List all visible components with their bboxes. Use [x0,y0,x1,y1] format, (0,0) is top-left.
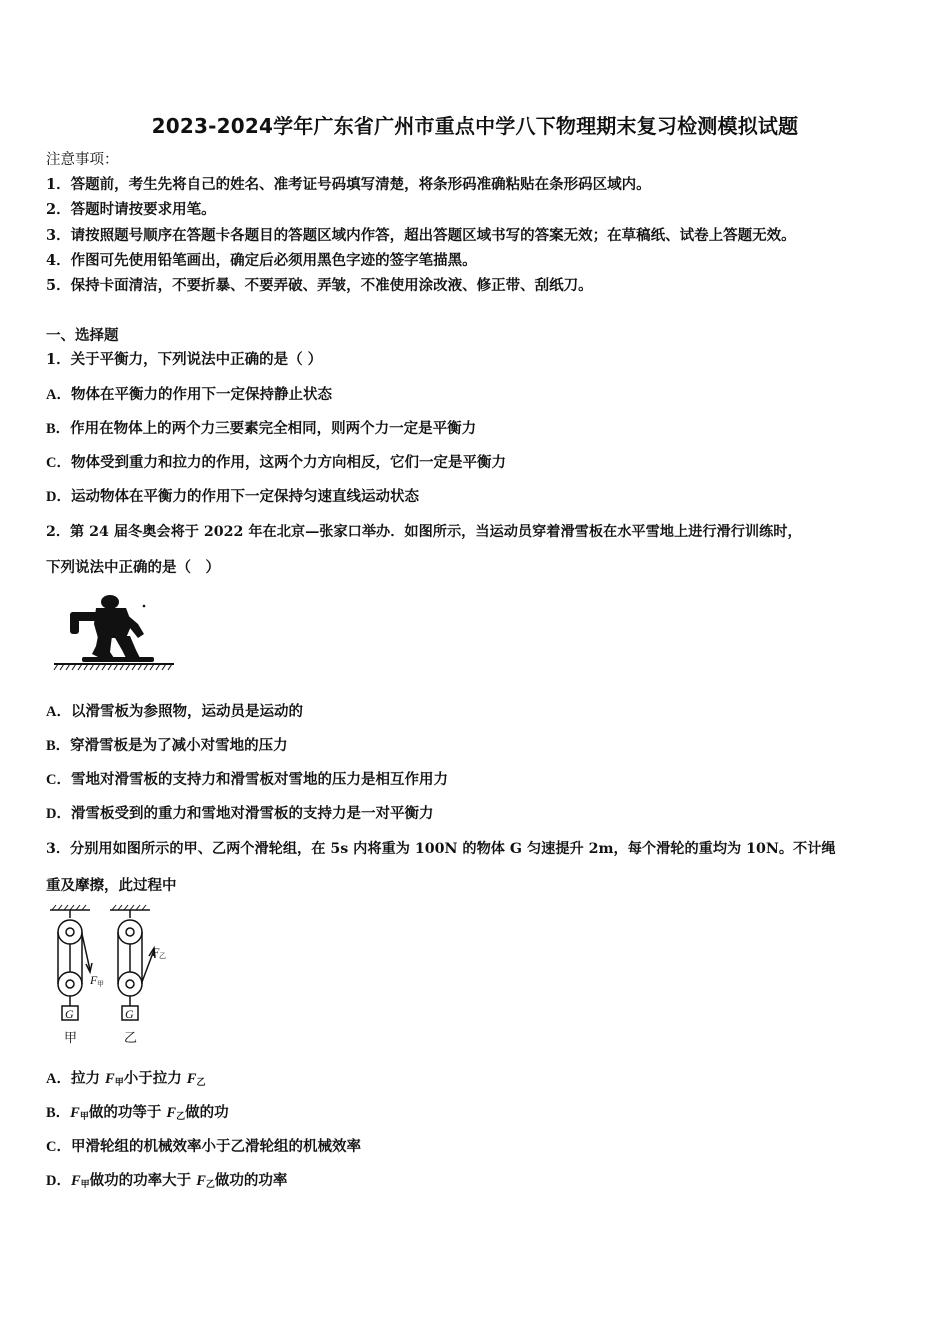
pulley-figure [44,904,194,1050]
force-label-left: F [90,973,98,987]
option-letter: A． [46,387,71,403]
force-subscript: 甲 [80,1180,90,1190]
force-symbol: F [70,1173,81,1189]
force-sub-left: 甲 [97,980,104,988]
weight-label-left: G [65,1007,74,1021]
force-symbol: F [166,1105,177,1121]
force-subscript: 乙 [196,1078,206,1088]
force-subscript: 甲 [114,1078,124,1088]
option-letter: D． [46,806,71,822]
q3-stem-line2: 重及摩擦，此过程中 [46,877,177,894]
option-text: 以滑雪板为参照物，运动员是运动的 [70,703,303,720]
page-title: 2023-2024学年广东省广州市重点中学八下物理期末复习检测模拟试题 [151,114,799,138]
force-subscript: 乙 [176,1112,186,1122]
q2-option-c [46,770,448,790]
option-text: 雪地对滑雪板的支持力和滑雪板对雪地的压力是相互作用力 [70,771,448,788]
figure-label-left: 甲 [64,1030,78,1045]
option-text: 物体受到重力和拉力的作用，这两个力方向相反，它们一定是平衡力 [70,454,506,471]
option-text: 做的功 [185,1104,229,1121]
option-text: 甲滑轮组的机械效率小于乙滑轮组的机械效率 [70,1138,361,1155]
force-sub-right: 乙 [159,952,166,960]
option-text: 作用在物体上的两个力三要素完全相同，则两个力一定是平衡力 [70,420,477,437]
option-letter: B． [46,738,71,754]
q2-stem-line1: 2．第 24 届冬奥会将于 2022 年在北京—张家口举办．如图所示，当运动员穿着滑雪板在水平雪地上进行滑行训练时， [46,524,802,540]
notice-item: 2．答题时请按要求用笔。 [46,201,216,218]
option-text: 做功的功率 [214,1172,288,1189]
option-text: 做功的功率大于 [89,1172,197,1189]
q3-stem-line1: 3．分别用如图所示的甲、乙两个滑轮组，在 5s 内将重为 100N 的物体 G 匀速提升 2m，每个滑轮的重均为 10N。不计绳 [46,841,836,857]
notice-heading: 注意事项： [46,152,119,168]
option-text: 物体在平衡力的作用下一定保持静止状态 [70,386,332,403]
q2-stem-line2: 下列说法中正确的是（ ） [46,559,220,576]
q3-option-d [46,1171,287,1195]
section-heading: 一、选择题 [46,327,119,344]
option-letter: C． [46,455,71,471]
q2-option-b [46,736,288,756]
q3-option-a [46,1069,205,1093]
option-letter: D． [46,1173,71,1189]
option-letter: D． [46,489,71,505]
notice-item: 3．请按照题号顺序在答题卡各题目的答题区域内作答，超出答题区域书写的答案无效；在草稿纸、试卷上答题无效。 [46,227,796,244]
q1-stem: 1．关于平衡力，下列说法中正确的是（ ） [46,351,323,368]
q1-option-d [46,487,419,507]
option-letter: B． [46,421,71,437]
force-subscript: 甲 [79,1112,89,1122]
q1-option-a [46,385,332,405]
q2-option-d [46,804,433,824]
q2-option-a [46,702,303,722]
force-subscript: 乙 [205,1180,215,1190]
q1-option-c [46,453,506,473]
option-letter: A． [46,704,71,720]
option-text: 运动物体在平衡力的作用下一定保持匀速直线运动状态 [70,488,419,505]
force-symbol: F [196,1173,206,1189]
option-letter: C． [46,772,71,788]
weight-label-right: G [125,1007,134,1021]
force-symbol: F [186,1071,197,1087]
option-letter: B． [46,1105,71,1121]
force-symbol: F [70,1105,80,1121]
skier-figure [52,594,177,674]
force-symbol: F [105,1071,115,1087]
option-letter: A． [46,1071,71,1087]
option-text: 滑雪板受到的重力和雪地对滑雪板的支持力是一对平衡力 [70,805,434,822]
notice-item: 1．答题前，考生先将自己的姓名、准考证号码填写清楚，将条形码准确粘贴在条形码区域内。 [46,176,651,193]
option-text: 做的功等于 [88,1104,167,1121]
figure-label-right: 乙 [124,1030,138,1045]
option-text: 小于拉力 [123,1070,187,1087]
q3-option-c [46,1137,361,1157]
option-text: 穿滑雪板是为了减小对雪地的压力 [70,737,288,754]
option-text: 拉力 [70,1070,106,1087]
notice-item: 4．作图可先使用铅笔画出，确定后必须用黑色字迹的签字笔描黑。 [46,252,477,269]
notice-item: 5．保持卡面清洁，不要折暴、不要弄破、弄皱，不准使用涂改液、修正带、刮纸刀。 [46,277,593,294]
option-letter: C． [46,1139,71,1155]
q1-option-b [46,419,476,439]
q3-option-b [46,1103,229,1127]
force-label-right: F [152,945,160,959]
